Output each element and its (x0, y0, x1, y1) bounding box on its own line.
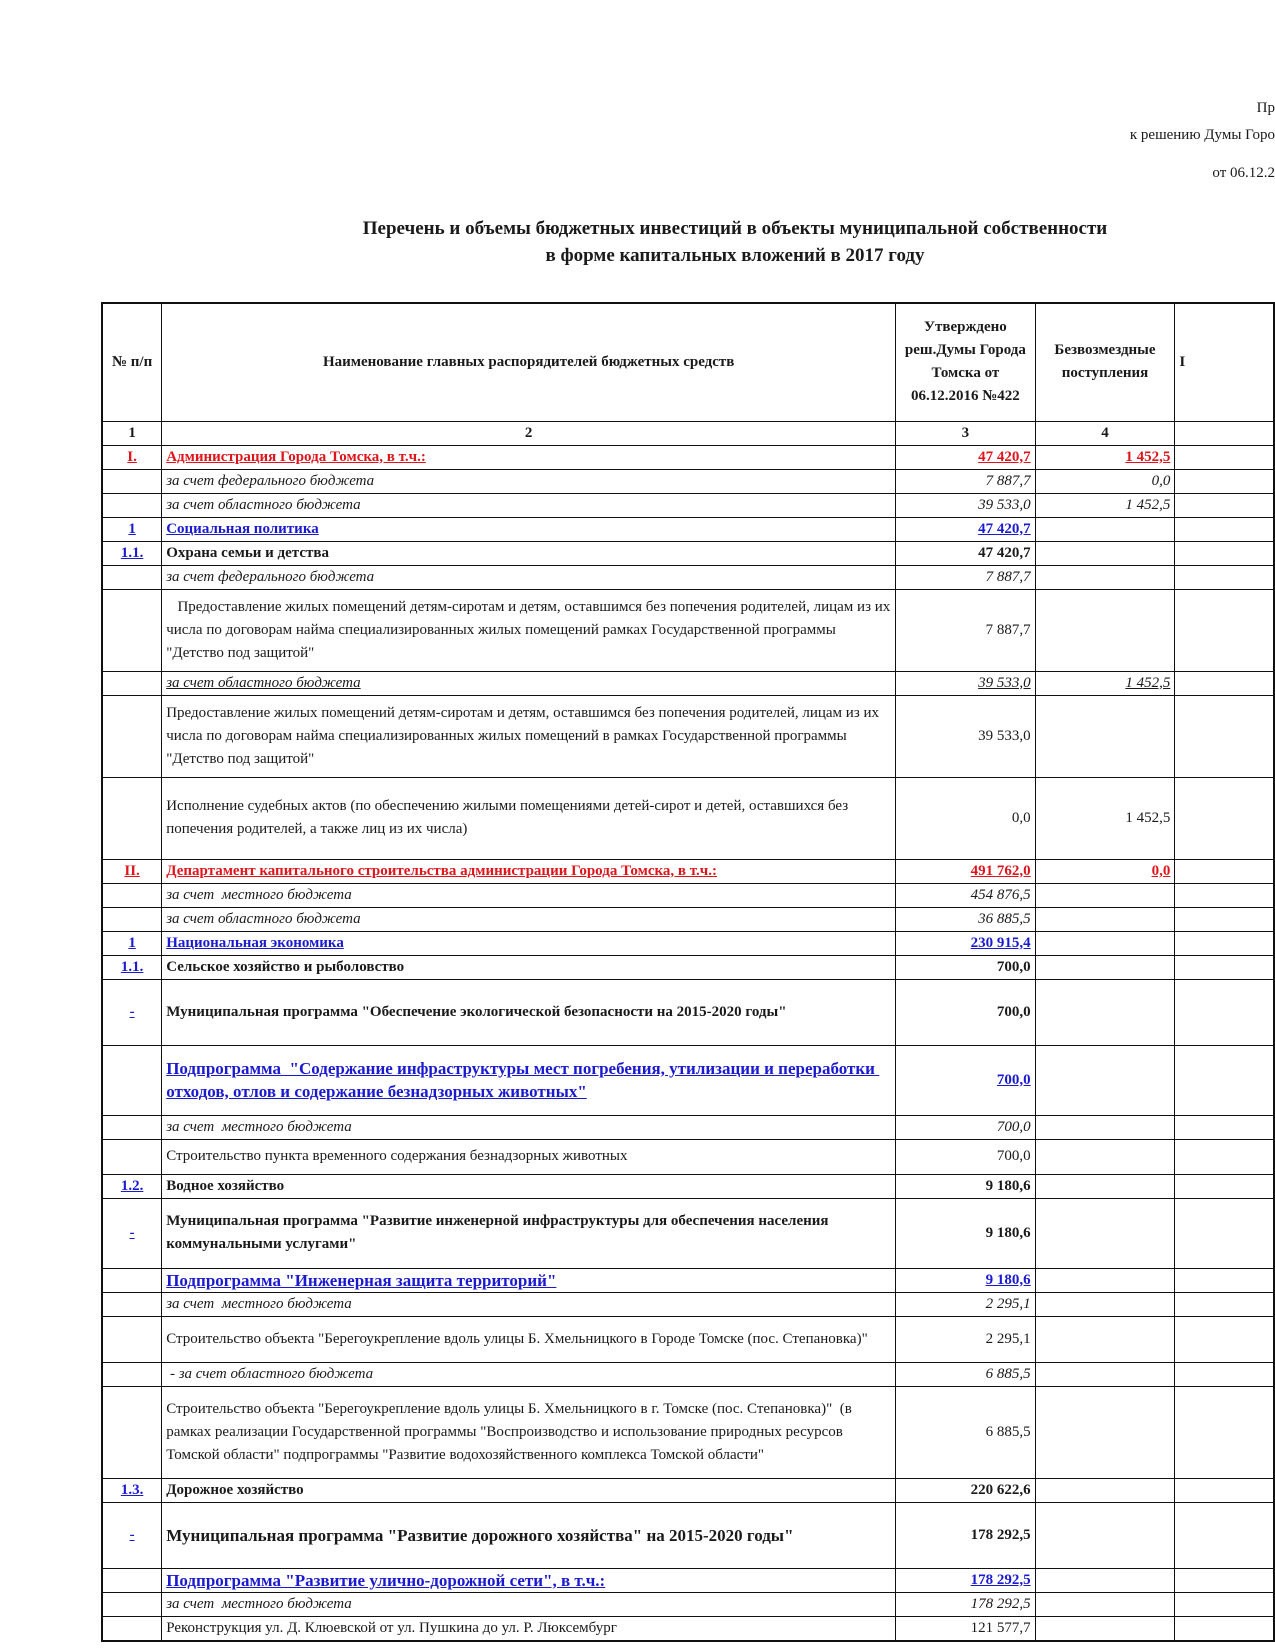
row-name: Строительство объекта "Берегоукрепление вдоль улицы Б. Хмельницкого в г. Томске (пос. Степановка)" (в рамках реализации Государственной программы "Воспроизводство и использование природных ресурсов Томской области" подпрограммы "Развитие водохозяйственного комплекса Томской области" (162, 1386, 896, 1478)
row-col5 (1175, 1174, 1274, 1198)
row-number (102, 1268, 162, 1292)
row-number (102, 469, 162, 493)
row-number (102, 1386, 162, 1478)
row-gratuitous-value (1035, 931, 1175, 955)
row-col5 (1175, 1139, 1274, 1174)
row-approved-value: 36 885,5 (896, 907, 1036, 931)
row-approved-value: 9 180,6 (896, 1198, 1036, 1268)
row-col5 (1175, 979, 1274, 1045)
table-row (102, 695, 1274, 777)
row-name: Подпрограмма "Инженерная защита территорий" (162, 1268, 896, 1292)
row-gratuitous-value (1035, 1568, 1175, 1592)
row-gratuitous-value: 0,0 (1035, 469, 1175, 493)
row-approved-value: 491 762,0 (896, 859, 1036, 883)
row-name: Национальная экономика (162, 931, 896, 955)
table-row (102, 1568, 1274, 1592)
table-row (102, 445, 1274, 469)
row-col5 (1175, 1362, 1274, 1386)
row-approved-value: 6 885,5 (896, 1386, 1036, 1478)
row-name: Муниципальная программа "Развитие дорожного хозяйства" на 2015-2020 годы" (162, 1502, 896, 1568)
table-row (102, 1292, 1274, 1316)
row-number (102, 1316, 162, 1362)
row-col5 (1175, 883, 1274, 907)
row-number (102, 1568, 162, 1592)
row-number (102, 565, 162, 589)
row-approved-value: 47 420,7 (896, 517, 1036, 541)
row-name: Водное хозяйство (162, 1174, 896, 1198)
row-number: 1 (102, 931, 162, 955)
row-name: за счет местного бюджета (162, 883, 896, 907)
row-approved-value: 700,0 (896, 1115, 1036, 1139)
row-name: за счет местного бюджета (162, 1292, 896, 1316)
row-col5 (1175, 695, 1274, 777)
investment-table (101, 302, 1275, 1642)
row-col5 (1175, 1198, 1274, 1268)
row-approved-value: 39 533,0 (896, 671, 1036, 695)
row-col5 (1175, 1268, 1274, 1292)
row-approved-value: 178 292,5 (896, 1568, 1036, 1592)
row-name: за счет областного бюджета (162, 907, 896, 931)
row-approved-value: 454 876,5 (896, 883, 1036, 907)
row-col5 (1175, 671, 1274, 695)
appendix-label: Пр (1256, 100, 1275, 116)
row-col5 (1175, 1115, 1274, 1139)
table-row (102, 777, 1274, 859)
row-col5 (1175, 955, 1274, 979)
row-name: Исполнение судебных актов (по обеспечению жилыми помещениями детей-сирот и детей, оставшихся без попечения родителей, а также лиц из их числа) (162, 777, 896, 859)
table-row (102, 1502, 1274, 1568)
row-gratuitous-value (1035, 1268, 1175, 1292)
row-gratuitous-value (1035, 1316, 1175, 1362)
row-approved-value: 39 533,0 (896, 695, 1036, 777)
row-approved-value: 7 887,7 (896, 589, 1036, 671)
row-approved-value: 700,0 (896, 1139, 1036, 1174)
row-number (102, 671, 162, 695)
row-name: за счет федерального бюджета (162, 469, 896, 493)
row-approved-value: 39 533,0 (896, 493, 1036, 517)
row-name: Муниципальная программа "Развитие инженерной инфраструктуры для обеспечения населения коммунальными услугами" (162, 1198, 896, 1268)
table-row (102, 671, 1274, 695)
row-number (102, 589, 162, 671)
row-approved-value: 47 420,7 (896, 541, 1036, 565)
row-number (102, 883, 162, 907)
table-row (102, 1115, 1274, 1139)
table-row (102, 1316, 1274, 1362)
row-name: Строительство объекта "Берегоукрепление вдоль улицы Б. Хмельницкого в Городе Томске (пос. Степановка)" (162, 1316, 896, 1362)
table-row (102, 589, 1274, 671)
row-name: Охрана семьи и детства (162, 541, 896, 565)
row-col5 (1175, 445, 1274, 469)
row-number (102, 1592, 162, 1616)
table-row (102, 469, 1274, 493)
table-row (102, 1386, 1274, 1478)
row-col5 (1175, 1292, 1274, 1316)
row-col5 (1175, 589, 1274, 671)
row-approved-value: 700,0 (896, 1045, 1036, 1115)
row-col5 (1175, 541, 1274, 565)
row-approved-value: 2 295,1 (896, 1316, 1036, 1362)
table-row (102, 931, 1274, 955)
row-name: за счет федерального бюджета (162, 565, 896, 589)
row-approved-value: 178 292,5 (896, 1592, 1036, 1616)
table-row (102, 1478, 1274, 1502)
row-number (102, 1616, 162, 1641)
row-col5 (1175, 1592, 1274, 1616)
row-gratuitous-value (1035, 979, 1175, 1045)
col-header-name: Наименование главных распорядителей бюджетных средств (162, 303, 896, 421)
row-gratuitous-value: 0,0 (1035, 859, 1175, 883)
row-name: за счет областного бюджета (162, 493, 896, 517)
row-approved-value: 7 887,7 (896, 565, 1036, 589)
row-col5 (1175, 493, 1274, 517)
row-name: Дорожное хозяйство (162, 1478, 896, 1502)
table-row (102, 883, 1274, 907)
row-gratuitous-value (1035, 1386, 1175, 1478)
row-approved-value: 6 885,5 (896, 1362, 1036, 1386)
row-name: Предоставление жилых помещений детям-сиротам и детям, оставшимся без попечения родителей, лицам из их числа по договорам найма специализированных жилых помещений в рамках Государственной программы "Детство под защитой" (162, 695, 896, 777)
row-approved-value: 220 622,6 (896, 1478, 1036, 1502)
row-number (102, 695, 162, 777)
row-gratuitous-value (1035, 589, 1175, 671)
row-number (102, 777, 162, 859)
row-gratuitous-value (1035, 955, 1175, 979)
row-col5 (1175, 1045, 1274, 1115)
row-gratuitous-value (1035, 1592, 1175, 1616)
row-number (102, 1362, 162, 1386)
row-number: - (102, 1502, 162, 1568)
row-approved-value: 47 420,7 (896, 445, 1036, 469)
colnum-1: 1 (102, 421, 162, 445)
row-col5 (1175, 1386, 1274, 1478)
row-number (102, 1292, 162, 1316)
row-number (102, 1139, 162, 1174)
row-approved-value: 700,0 (896, 979, 1036, 1045)
row-col5 (1175, 907, 1274, 931)
table-body (102, 445, 1274, 1641)
row-number: I. (102, 445, 162, 469)
row-name: Реконструкция ул. Д. Клюевской от ул. Пушкина до ул. Р. Люксембург (162, 1616, 896, 1641)
row-number: 1.1. (102, 541, 162, 565)
row-gratuitous-value: 1 452,5 (1035, 777, 1175, 859)
row-col5 (1175, 469, 1274, 493)
row-approved-value: 0,0 (896, 777, 1036, 859)
row-col5 (1175, 517, 1274, 541)
row-gratuitous-value (1035, 1502, 1175, 1568)
row-number: - (102, 1198, 162, 1268)
row-name: Подпрограмма "Содержание инфраструктуры мест погребения, утилизации и переработки отходов, отлов и содержание безнадзорных животных" (162, 1045, 896, 1115)
colnum-5 (1175, 421, 1274, 445)
row-number (102, 1045, 162, 1115)
row-gratuitous-value (1035, 1478, 1175, 1502)
row-number (102, 907, 162, 931)
row-name: Департамент капитального строительства администрации Города Томска, в т.ч.: (162, 859, 896, 883)
row-name: за счет местного бюджета (162, 1115, 896, 1139)
colnum-2: 2 (162, 421, 896, 445)
row-name: Строительство пункта временного содержания безнадзорных животных (162, 1139, 896, 1174)
row-number (102, 1115, 162, 1139)
row-name: Муниципальная программа "Обеспечение экологической безопасности на 2015-2020 годы" (162, 979, 896, 1045)
row-col5 (1175, 931, 1274, 955)
col-header-approved: Утверждено реш.Думы Города Томска от 06.12.2016 №422 (896, 303, 1036, 421)
row-name: Подпрограмма "Развитие улично-дорожной сети", в т.ч.: (162, 1568, 896, 1592)
table-row (102, 1268, 1274, 1292)
table-row (102, 1362, 1274, 1386)
document-title-line2: в форме капитальных вложений в 2017 году (545, 245, 925, 266)
row-number: 1.1. (102, 955, 162, 979)
row-name: - за счет областного бюджета (162, 1362, 896, 1386)
row-gratuitous-value (1035, 541, 1175, 565)
row-gratuitous-value (1035, 1292, 1175, 1316)
row-col5 (1175, 565, 1274, 589)
colnum-4: 4 (1035, 421, 1175, 445)
decision-date: от 06.12.2 (1212, 165, 1275, 181)
col-header-num: № п/п (102, 303, 162, 421)
table-row (102, 1045, 1274, 1115)
row-gratuitous-value (1035, 907, 1175, 931)
row-gratuitous-value (1035, 883, 1175, 907)
row-approved-value: 700,0 (896, 955, 1036, 979)
row-approved-value: 121 577,7 (896, 1616, 1036, 1641)
row-gratuitous-value (1035, 1362, 1175, 1386)
col-header-gratuitous: Безвозмездные поступления (1035, 303, 1175, 421)
row-number: 1.2. (102, 1174, 162, 1198)
row-number: 1 (102, 517, 162, 541)
col-header-5: I (1175, 303, 1274, 421)
row-name: Предоставление жилых помещений детям-сиротам и детям, оставшимся без попечения родителей, лицам из их числа по договорам найма специализированных жилых помещений рамках Государственной программы "Детство под защитой" (162, 589, 896, 671)
row-name: за счет областного бюджета (162, 671, 896, 695)
decision-reference: к решению Думы Горо (1129, 127, 1275, 143)
row-col5 (1175, 1616, 1274, 1641)
row-gratuitous-value (1035, 517, 1175, 541)
row-col5 (1175, 777, 1274, 859)
table-row (102, 565, 1274, 589)
row-gratuitous-value (1035, 1198, 1175, 1268)
document-title-line1: Перечень и объемы бюджетных инвестиций в объекты муниципальной собственности (362, 218, 1108, 239)
table-row (102, 1616, 1274, 1641)
row-col5 (1175, 1568, 1274, 1592)
row-approved-value: 230 915,4 (896, 931, 1036, 955)
row-col5 (1175, 1478, 1274, 1502)
row-gratuitous-value: 1 452,5 (1035, 445, 1175, 469)
table-row (102, 1592, 1274, 1616)
row-number (102, 493, 162, 517)
row-gratuitous-value (1035, 1139, 1175, 1174)
row-gratuitous-value (1035, 1616, 1175, 1641)
row-gratuitous-value (1035, 695, 1175, 777)
row-gratuitous-value (1035, 1045, 1175, 1115)
row-name: Администрация Города Томска, в т.ч.: (162, 445, 896, 469)
row-approved-value: 7 887,7 (896, 469, 1036, 493)
row-name: за счет местного бюджета (162, 1592, 896, 1616)
row-number: II. (102, 859, 162, 883)
row-approved-value: 178 292,5 (896, 1502, 1036, 1568)
row-number: - (102, 979, 162, 1045)
row-approved-value: 9 180,6 (896, 1174, 1036, 1198)
row-gratuitous-value (1035, 1115, 1175, 1139)
row-gratuitous-value: 1 452,5 (1035, 671, 1175, 695)
row-gratuitous-value (1035, 565, 1175, 589)
table-row (102, 859, 1274, 883)
table-row (102, 907, 1274, 931)
table-row (102, 1139, 1274, 1174)
row-name: Социальная политика (162, 517, 896, 541)
table-row (102, 955, 1274, 979)
row-gratuitous-value (1035, 1174, 1175, 1198)
table-row (102, 1198, 1274, 1268)
table-row (102, 979, 1274, 1045)
row-approved-value: 2 295,1 (896, 1292, 1036, 1316)
row-number: 1.3. (102, 1478, 162, 1502)
table-row (102, 517, 1274, 541)
row-col5 (1175, 1316, 1274, 1362)
table-row (102, 1174, 1274, 1198)
row-col5 (1175, 1502, 1274, 1568)
table-row (102, 493, 1274, 517)
row-gratuitous-value: 1 452,5 (1035, 493, 1175, 517)
row-name: Сельское хозяйство и рыболовство (162, 955, 896, 979)
colnum-3: 3 (896, 421, 1036, 445)
row-col5 (1175, 859, 1274, 883)
table-row (102, 541, 1274, 565)
row-approved-value: 9 180,6 (896, 1268, 1036, 1292)
